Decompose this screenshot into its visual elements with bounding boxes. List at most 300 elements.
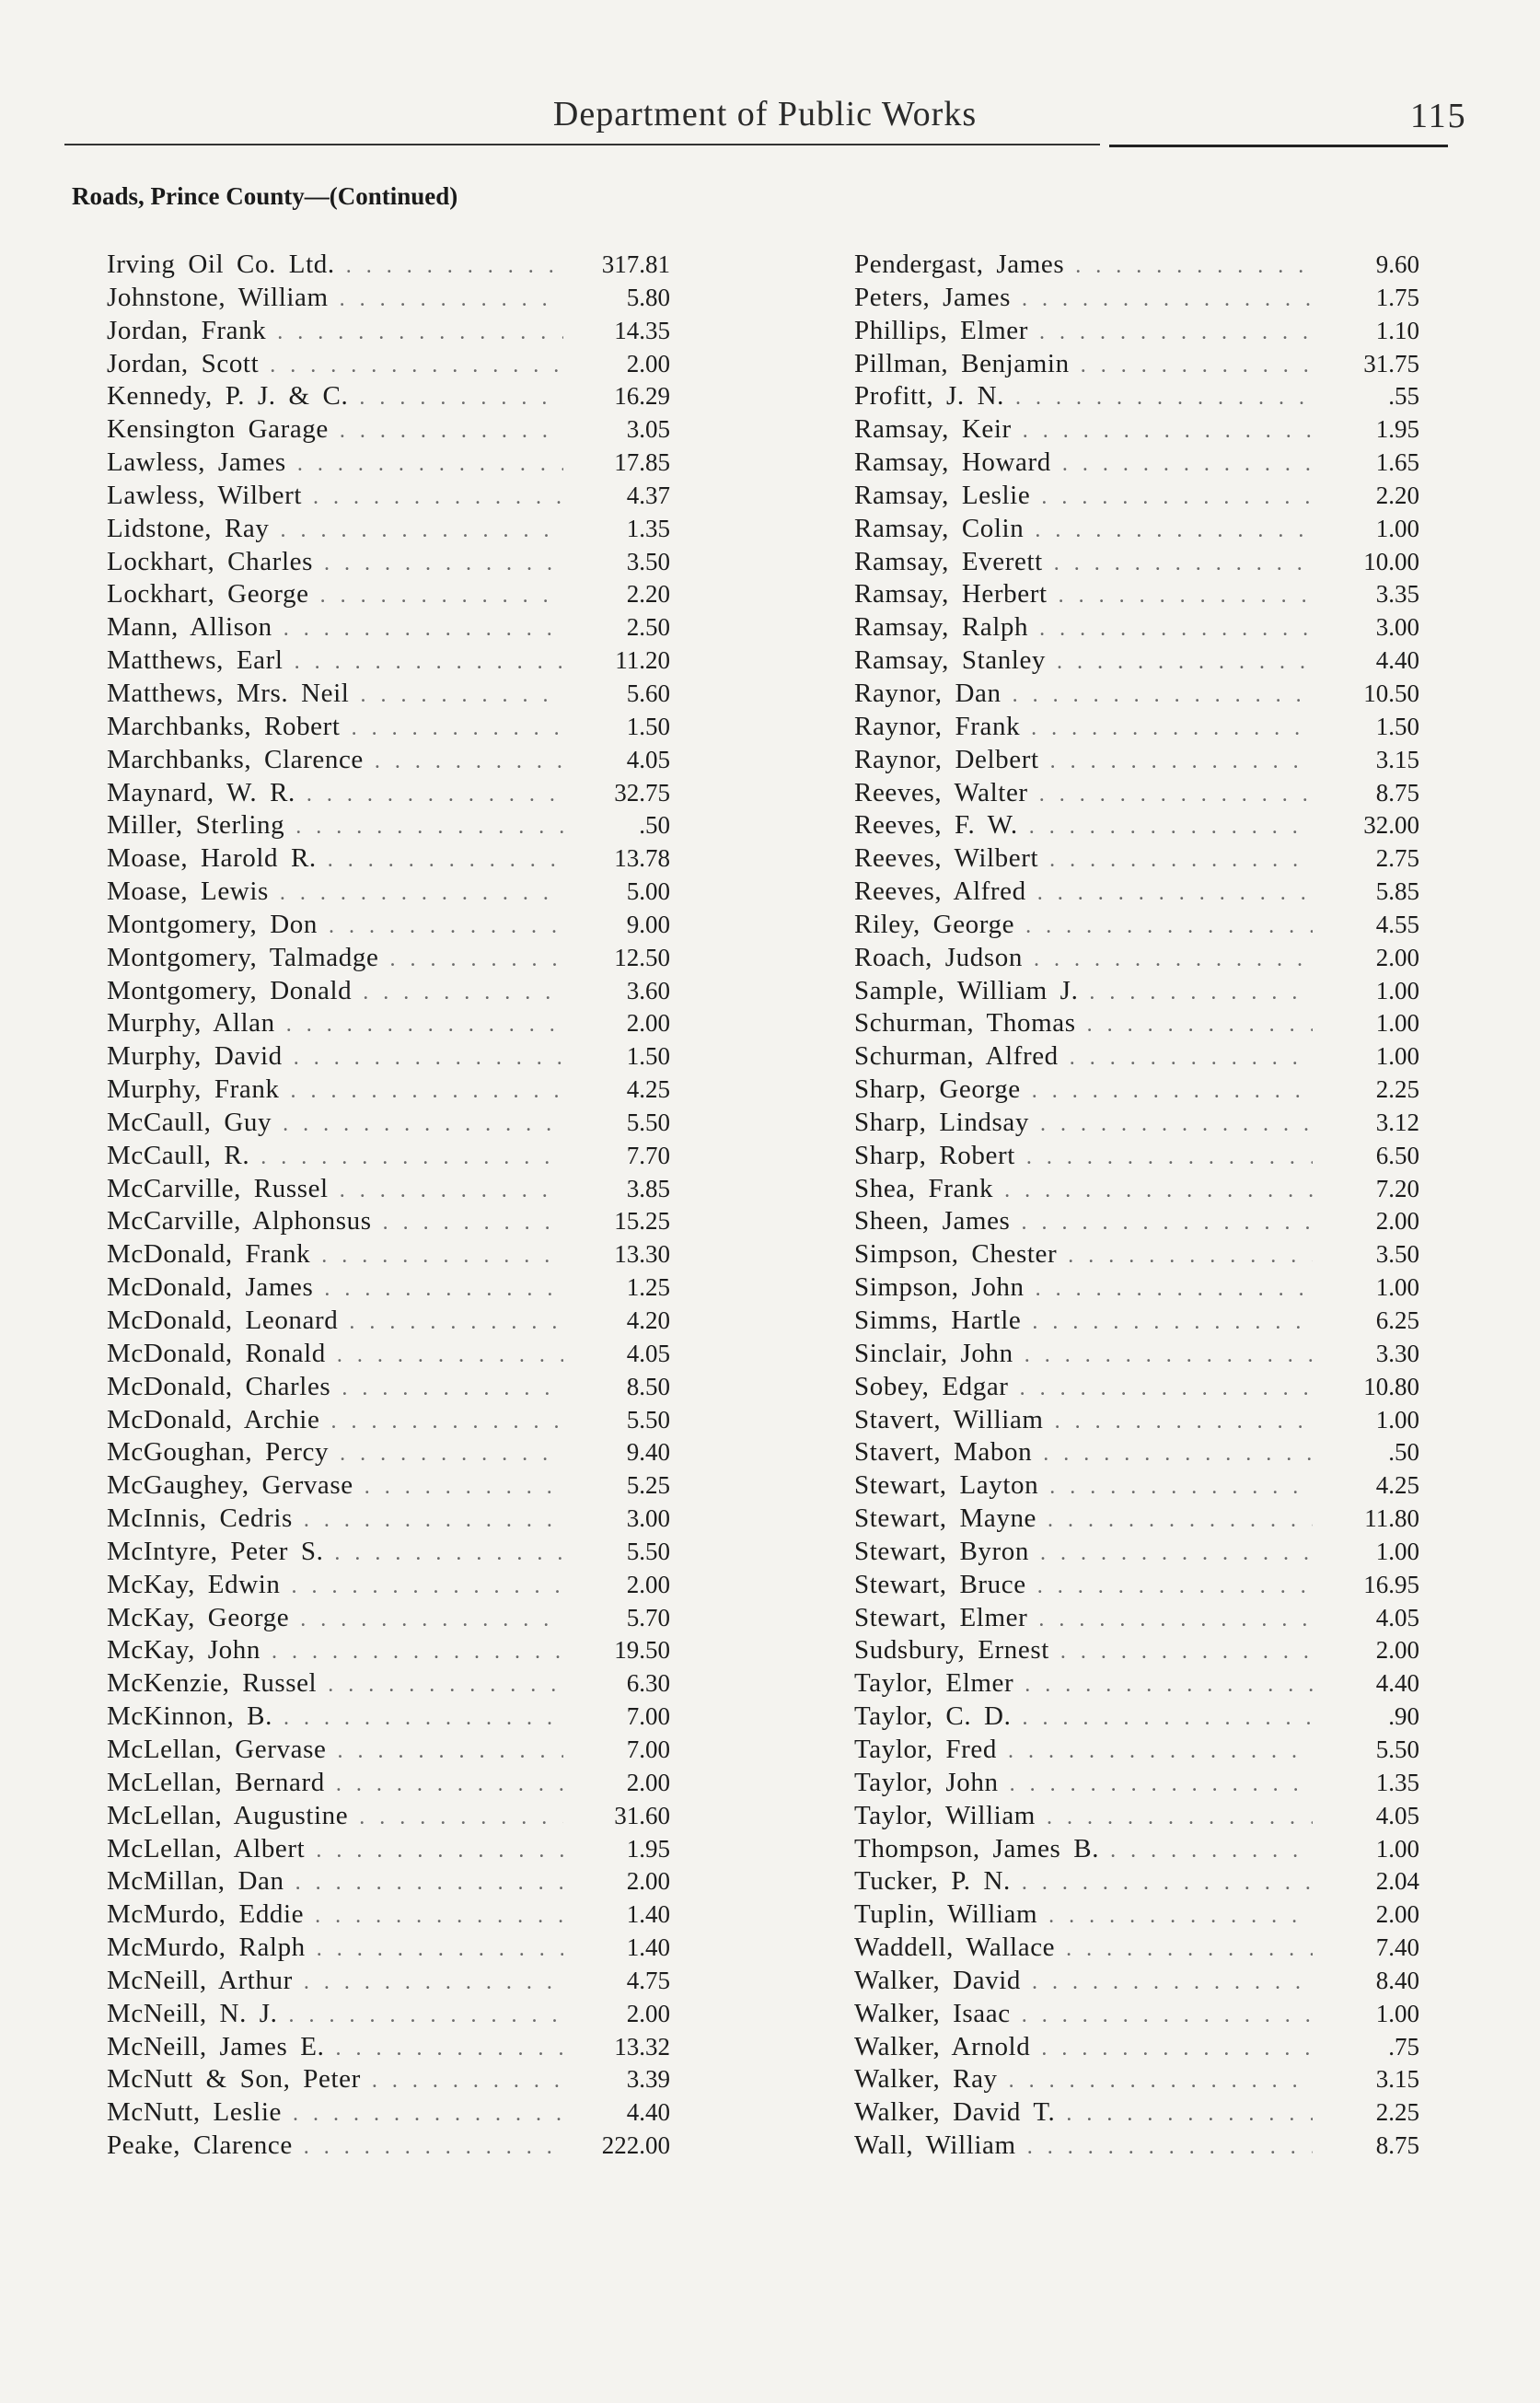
list-item <box>107 611 670 644</box>
dot-leader <box>1039 779 1313 812</box>
payment-amount: 4.05 <box>626 745 670 773</box>
list-item <box>107 942 670 975</box>
payee-name: McKenzie, Russel <box>107 1668 318 1699</box>
payment-amount: 1.25 <box>626 1273 670 1302</box>
payee-name: Peters, James <box>854 282 1012 312</box>
dot-leader <box>360 679 563 713</box>
payment-amount: 7.40 <box>1375 1933 1419 1962</box>
payment-amount: .50 <box>639 811 670 840</box>
list-item <box>107 1536 670 1569</box>
list-item <box>107 447 670 480</box>
payee-name: Stavert, William <box>854 1404 1044 1434</box>
payee-name: Ramsay, Howard <box>854 447 1051 478</box>
payment-amount: 10.50 <box>1363 679 1419 707</box>
payment-amount: 13.32 <box>614 2032 670 2061</box>
payee-name: Stewart, Elmer <box>854 1602 1028 1632</box>
dot-leader <box>1110 1835 1313 1868</box>
payee-name: Matthews, Earl <box>107 645 284 676</box>
list-item <box>107 282 670 315</box>
list-item <box>854 644 1419 678</box>
dot-leader <box>304 2131 563 2165</box>
payee-name: Lockhart, Charles <box>107 546 313 576</box>
payment-amount: 317.81 <box>601 250 670 278</box>
payment-amount: 2.50 <box>626 613 670 642</box>
dot-leader <box>1026 1142 1313 1175</box>
payee-name: Roach, Judson <box>854 942 1023 972</box>
list-item <box>107 1602 670 1635</box>
payee-name: Lawless, Wilbert <box>107 480 303 510</box>
payee-name: Raynor, Frank <box>854 711 1021 741</box>
list-item <box>854 744 1419 777</box>
payee-name: Johnstone, William <box>107 282 329 312</box>
dot-leader <box>340 415 563 448</box>
payee-name: Walker, David T. <box>854 2097 1056 2128</box>
dot-leader <box>1032 1075 1313 1109</box>
list-item <box>107 1569 670 1602</box>
payee-name: Matthews, Mrs. Neil <box>107 678 350 708</box>
payee-name: Mann, Allison <box>107 612 272 643</box>
list-item <box>854 1107 1419 1140</box>
dot-leader <box>359 382 563 415</box>
list-item <box>107 2063 670 2096</box>
payee-name: McCarville, Alphonsus <box>107 1206 372 1236</box>
payee-name: Phillips, Elmer <box>854 315 1028 345</box>
dot-leader <box>313 482 563 515</box>
list-item <box>107 1701 670 1734</box>
payee-name: Taylor, John <box>854 1767 999 1797</box>
payee-name: McKay, George <box>107 1602 290 1632</box>
payment-amount: 3.60 <box>626 976 670 1004</box>
dot-leader <box>277 317 563 350</box>
dot-leader <box>1068 1240 1313 1273</box>
list-item <box>854 282 1419 315</box>
dot-leader <box>289 2000 563 2033</box>
payee-name: Lidstone, Ray <box>107 513 270 543</box>
dot-leader <box>328 1669 563 1702</box>
payment-amount: 2.00 <box>1375 1636 1419 1665</box>
payee-name: Pendergast, James <box>854 250 1065 279</box>
list-item <box>854 611 1419 644</box>
dot-leader <box>1040 1109 1313 1142</box>
payment-amount: 1.50 <box>626 712 670 740</box>
payee-name: Peake, Clarence <box>107 2130 293 2161</box>
dot-leader <box>272 1636 563 1669</box>
payment-amount: 10.80 <box>1363 1372 1419 1400</box>
payment-amount: 1.35 <box>1375 1768 1419 1796</box>
dot-leader <box>1039 317 1313 350</box>
payment-amount: 4.40 <box>1375 1669 1419 1698</box>
payment-amount: 1.00 <box>1375 1042 1419 1071</box>
payee-name: Schurman, Thomas <box>854 1008 1076 1039</box>
dot-leader <box>1087 1009 1313 1042</box>
dot-leader <box>1050 746 1313 779</box>
dot-leader <box>1048 1900 1313 1933</box>
payment-amount: 5.50 <box>626 1405 670 1434</box>
payee-name: Kennedy, P. J. & C. <box>107 381 349 412</box>
payee-name: Waddell, Wallace <box>854 1933 1056 1963</box>
payee-name: Sudsbury, Ernest <box>854 1635 1049 1666</box>
dot-leader <box>334 1538 563 1571</box>
dot-leader <box>349 1306 563 1340</box>
payment-amount: 1.00 <box>1375 1999 1419 2027</box>
list-item <box>107 1965 670 1998</box>
payee-name: Reeves, Alfred <box>854 876 1026 907</box>
dot-leader <box>1004 1175 1313 1208</box>
list-item <box>107 1404 670 1437</box>
list-item <box>107 413 670 447</box>
list-item <box>854 842 1419 876</box>
dot-leader <box>389 944 563 977</box>
list-item <box>107 1998 670 2031</box>
payee-name: Reeves, Wilbert <box>854 843 1039 874</box>
list-item <box>854 1536 1419 1569</box>
payment-amount: 16.95 <box>1363 1570 1419 1598</box>
payee-name: McDonald, Charles <box>107 1371 331 1401</box>
dot-leader <box>1089 977 1313 1010</box>
dot-leader <box>1015 382 1313 415</box>
payment-amount: 222.00 <box>601 2131 670 2160</box>
list-item <box>854 1371 1419 1404</box>
payee-name: Walker, Ray <box>854 2064 998 2095</box>
list-item <box>107 1667 670 1701</box>
payment-amount: 3.05 <box>626 415 670 444</box>
payment-amount: 2.25 <box>1375 1075 1419 1104</box>
list-item <box>107 578 670 611</box>
payee-name: McIntyre, Peter S. <box>107 1536 324 1566</box>
payee-name: Shea, Frank <box>854 1173 994 1203</box>
list-item <box>107 2130 670 2163</box>
dot-leader <box>1037 877 1313 911</box>
list-item <box>107 1305 670 1338</box>
payee-name: McGaughey, Gervase <box>107 1470 353 1501</box>
dot-leader <box>1055 1406 1313 1439</box>
dot-leader <box>261 1142 563 1175</box>
payment-amount: 1.00 <box>1375 514 1419 542</box>
payee-name: Jordan, Frank <box>107 315 267 345</box>
list-item <box>107 876 670 909</box>
payee-name: Walker, Arnold <box>854 2031 1031 2061</box>
list-item <box>107 1107 670 1140</box>
list-item <box>107 842 670 876</box>
dot-leader <box>321 1240 563 1273</box>
dot-leader <box>317 1933 563 1967</box>
list-item <box>854 1404 1419 1437</box>
payee-name: McKay, John <box>107 1635 261 1666</box>
dot-leader <box>316 1835 563 1868</box>
dot-leader <box>1047 1802 1313 1835</box>
dot-leader <box>1075 250 1313 284</box>
list-item <box>854 1238 1419 1271</box>
dot-leader <box>1037 1571 1313 1604</box>
dot-leader <box>284 613 563 646</box>
list-item <box>854 578 1419 611</box>
list-item <box>107 678 670 711</box>
dot-leader <box>1022 1702 1313 1736</box>
list-item <box>107 2096 670 2130</box>
payment-amount: 3.15 <box>1375 745 1419 773</box>
payment-amount: 2.00 <box>1375 1207 1419 1236</box>
list-item <box>854 1833 1419 1866</box>
payee-name: McDonald, Frank <box>107 1239 311 1270</box>
payment-amount: 31.60 <box>614 1801 670 1829</box>
list-item <box>854 1800 1419 1833</box>
payment-amount: 1.00 <box>1375 1537 1419 1565</box>
payee-name: Taylor, Elmer <box>854 1668 1014 1699</box>
payee-name: Walker, David <box>854 1965 1022 1995</box>
list-item <box>854 2063 1419 2096</box>
payee-name: Profitt, J. N. <box>854 381 1004 412</box>
payee-name: Sample, William J. <box>854 975 1079 1005</box>
dot-leader <box>324 548 563 581</box>
list-item <box>107 1503 670 1536</box>
dot-leader <box>295 1867 563 1900</box>
payment-amount: 2.00 <box>626 1768 670 1796</box>
payee-name: McNeill, N. J. <box>107 1998 278 2028</box>
list-item <box>854 1898 1419 1932</box>
dot-leader <box>295 646 563 679</box>
dot-leader <box>1041 2033 1313 2066</box>
list-item <box>107 1338 670 1371</box>
payment-amount: 8.50 <box>626 1372 670 1400</box>
dot-leader <box>1022 2000 1313 2033</box>
payee-name: McLellan, Albert <box>107 1833 306 1863</box>
payment-amount: 2.00 <box>626 349 670 377</box>
payee-name: McKay, Edwin <box>107 1569 281 1599</box>
dot-leader <box>337 1736 563 1769</box>
list-item <box>107 1205 670 1238</box>
dot-leader <box>1038 1604 1313 1637</box>
dot-leader <box>1025 1669 1313 1702</box>
payment-amount: 15.25 <box>614 1207 670 1236</box>
payee-name: Ramsay, Keir <box>854 414 1012 445</box>
payee-name: Miller, Sterling <box>107 810 285 841</box>
payee-name: McGoughan, Percy <box>107 1437 330 1468</box>
payee-name: Tucker, P. N. <box>854 1866 1011 1897</box>
dot-leader <box>1027 2131 1313 2165</box>
payment-amount: 5.85 <box>1375 877 1419 906</box>
payment-amount: 5.50 <box>626 1537 670 1565</box>
list-item <box>107 1767 670 1800</box>
payment-amount: 3.15 <box>1375 2065 1419 2094</box>
payment-amount: 2.00 <box>626 1999 670 2027</box>
list-item <box>854 1701 1419 1734</box>
dot-leader <box>297 448 563 482</box>
list-item <box>854 711 1419 744</box>
list-item <box>854 546 1419 579</box>
list-item <box>107 711 670 744</box>
list-item <box>854 1734 1419 1767</box>
dot-leader <box>1035 515 1313 548</box>
payee-name: Ramsay, Everett <box>854 546 1043 576</box>
payment-amount: 7.20 <box>1375 1174 1419 1202</box>
payee-name: Lawless, James <box>107 447 286 478</box>
payment-amount: .55 <box>1388 382 1419 411</box>
payee-name: McDonald, Leonard <box>107 1306 339 1335</box>
list-item <box>854 2031 1419 2064</box>
payee-name: McNeill, Arthur <box>107 1965 293 1995</box>
payment-amount: 7.00 <box>626 1735 670 1763</box>
payee-name: McDonald, James <box>107 1272 314 1303</box>
dot-leader <box>328 844 563 877</box>
payee-name: Ramsay, Ralph <box>854 612 1029 643</box>
payment-amount: 4.55 <box>1375 910 1419 938</box>
dot-leader <box>1029 811 1313 844</box>
dot-leader <box>1066 2098 1313 2131</box>
payment-amount: 1.10 <box>1375 316 1419 344</box>
payment-amount: 3.85 <box>626 1174 670 1202</box>
list-item <box>854 1965 1419 1998</box>
dot-leader <box>340 1438 563 1471</box>
payment-amount: 2.00 <box>1375 1900 1419 1929</box>
list-item <box>854 413 1419 447</box>
payee-name: Montgomery, Talmadge <box>107 942 379 972</box>
payee-name: McNutt, Leslie <box>107 2097 282 2128</box>
payment-amount: 1.75 <box>1375 283 1419 311</box>
dot-leader <box>292 1571 563 1604</box>
dot-leader <box>283 1109 563 1142</box>
list-item <box>854 380 1419 413</box>
list-item <box>854 1667 1419 1701</box>
payee-name: Walker, Isaac <box>854 1998 1011 2028</box>
dot-leader <box>1060 1636 1313 1669</box>
payment-amount: 8.75 <box>1375 2131 1419 2160</box>
list-item <box>107 1833 670 1866</box>
payment-amount: 4.05 <box>1375 1603 1419 1631</box>
payment-amount: 19.50 <box>614 1636 670 1665</box>
payment-amount: 5.50 <box>626 1108 670 1136</box>
dot-leader <box>1039 613 1313 646</box>
payment-amount: 1.40 <box>626 1933 670 1962</box>
list-item <box>107 2031 670 2064</box>
payment-amount: 1.00 <box>1375 1273 1419 1302</box>
payee-name: Murphy, Allan <box>107 1008 275 1039</box>
payment-amount: 2.00 <box>1375 943 1419 971</box>
payee-name: McMurdo, Eddie <box>107 1899 305 1930</box>
header-rule-right <box>1109 145 1448 147</box>
payment-amount: 4.25 <box>626 1075 670 1104</box>
list-item <box>107 1238 670 1271</box>
payee-name: Reeves, F. W. <box>854 810 1018 841</box>
list-item <box>854 1007 1419 1040</box>
dot-leader <box>293 2098 563 2131</box>
payee-name: Sharp, Robert <box>854 1140 1015 1170</box>
list-item <box>107 777 670 810</box>
dot-leader <box>1031 713 1313 746</box>
payment-amount: 7.00 <box>626 1702 670 1731</box>
payment-amount: 2.20 <box>626 580 670 609</box>
list-item <box>107 1173 670 1206</box>
dot-leader <box>294 1042 563 1075</box>
dot-leader <box>330 1406 563 1439</box>
payee-name: McLellan, Augustine <box>107 1800 349 1830</box>
payment-amount: 6.30 <box>626 1669 670 1698</box>
payment-amount: 3.12 <box>1375 1108 1419 1136</box>
payee-name: Lockhart, George <box>107 579 309 609</box>
dot-leader <box>1020 1373 1313 1406</box>
payee-name: Jordan, Scott <box>107 348 260 378</box>
dot-leader <box>1008 1736 1313 1769</box>
payment-amount: 2.04 <box>1375 1867 1419 1896</box>
payment-amount: 4.40 <box>1375 646 1419 675</box>
payee-name: McDonald, Archie <box>107 1404 320 1434</box>
payee-name: Moase, Lewis <box>107 876 269 907</box>
dot-leader <box>1066 1933 1313 1967</box>
payee-name: Taylor, Fred <box>854 1734 997 1764</box>
dot-leader <box>1034 944 1313 977</box>
payee-name: Murphy, David <box>107 1041 283 1072</box>
payment-amount: 13.30 <box>614 1240 670 1269</box>
payment-amount: 1.95 <box>1375 415 1419 444</box>
page-title: Department of Public Works <box>552 95 978 134</box>
payment-amount: 3.00 <box>626 1504 670 1533</box>
payee-name: Simpson, John <box>854 1272 1025 1303</box>
payee-name: Sobey, Edgar <box>854 1371 1009 1401</box>
right-column <box>854 249 1419 2163</box>
list-item <box>107 1074 670 1107</box>
payment-amount: 17.85 <box>614 448 670 477</box>
payee-name: Stavert, Mabon <box>854 1437 1033 1468</box>
list-item <box>107 1140 670 1173</box>
list-item <box>854 2130 1419 2163</box>
list-item <box>854 447 1419 480</box>
dot-leader <box>1032 1306 1313 1340</box>
payee-name: Schurman, Alfred <box>854 1041 1059 1072</box>
payment-amount: 4.75 <box>626 1966 670 1994</box>
payee-name: Irving Oil Co. Ltd. <box>107 250 335 279</box>
payment-amount: 2.25 <box>1375 2098 1419 2127</box>
list-item <box>854 1865 1419 1898</box>
dot-leader <box>286 1009 563 1042</box>
payment-amount: 13.78 <box>614 844 670 873</box>
dot-leader <box>295 811 563 844</box>
payee-name: McCaull, Guy <box>107 1107 272 1137</box>
payment-amount: 5.70 <box>626 1603 670 1631</box>
payee-name: McCaull, R. <box>107 1140 250 1170</box>
list-item <box>854 2096 1419 2130</box>
payee-name: Simpson, Chester <box>854 1239 1058 1270</box>
payment-amount: 12.50 <box>614 943 670 971</box>
payment-amount: 5.00 <box>626 877 670 906</box>
list-item <box>854 942 1419 975</box>
list-item <box>107 480 670 513</box>
section-heading: Roads, Prince County—(Continued) <box>72 182 458 210</box>
list-item <box>854 1436 1419 1469</box>
payee-name: McDonald, Ronald <box>107 1338 326 1368</box>
payment-amount: 1.35 <box>626 514 670 542</box>
dot-leader <box>307 779 563 812</box>
list-item <box>107 744 670 777</box>
payment-amount: 3.00 <box>1375 613 1419 642</box>
payee-name: Moase, Harold R. <box>107 843 317 874</box>
payment-amount: 1.65 <box>1375 448 1419 477</box>
payment-amount: 3.50 <box>626 547 670 575</box>
payment-amount: 32.00 <box>1363 811 1419 840</box>
list-item <box>854 1173 1419 1206</box>
list-item <box>107 1932 670 1965</box>
list-item <box>854 1569 1419 1602</box>
dot-leader <box>363 977 563 1010</box>
payment-amount: 3.50 <box>1375 1240 1419 1269</box>
payee-name: Ramsay, Leslie <box>854 480 1031 510</box>
payment-amount: 9.40 <box>626 1438 670 1467</box>
list-item <box>107 1371 670 1404</box>
list-item <box>854 480 1419 513</box>
left-column <box>107 249 670 2163</box>
payee-name: Taylor, William <box>854 1800 1036 1830</box>
dot-leader <box>1062 448 1313 482</box>
dot-leader <box>324 1273 563 1306</box>
payee-name: Taylor, C. D. <box>854 1701 1012 1732</box>
